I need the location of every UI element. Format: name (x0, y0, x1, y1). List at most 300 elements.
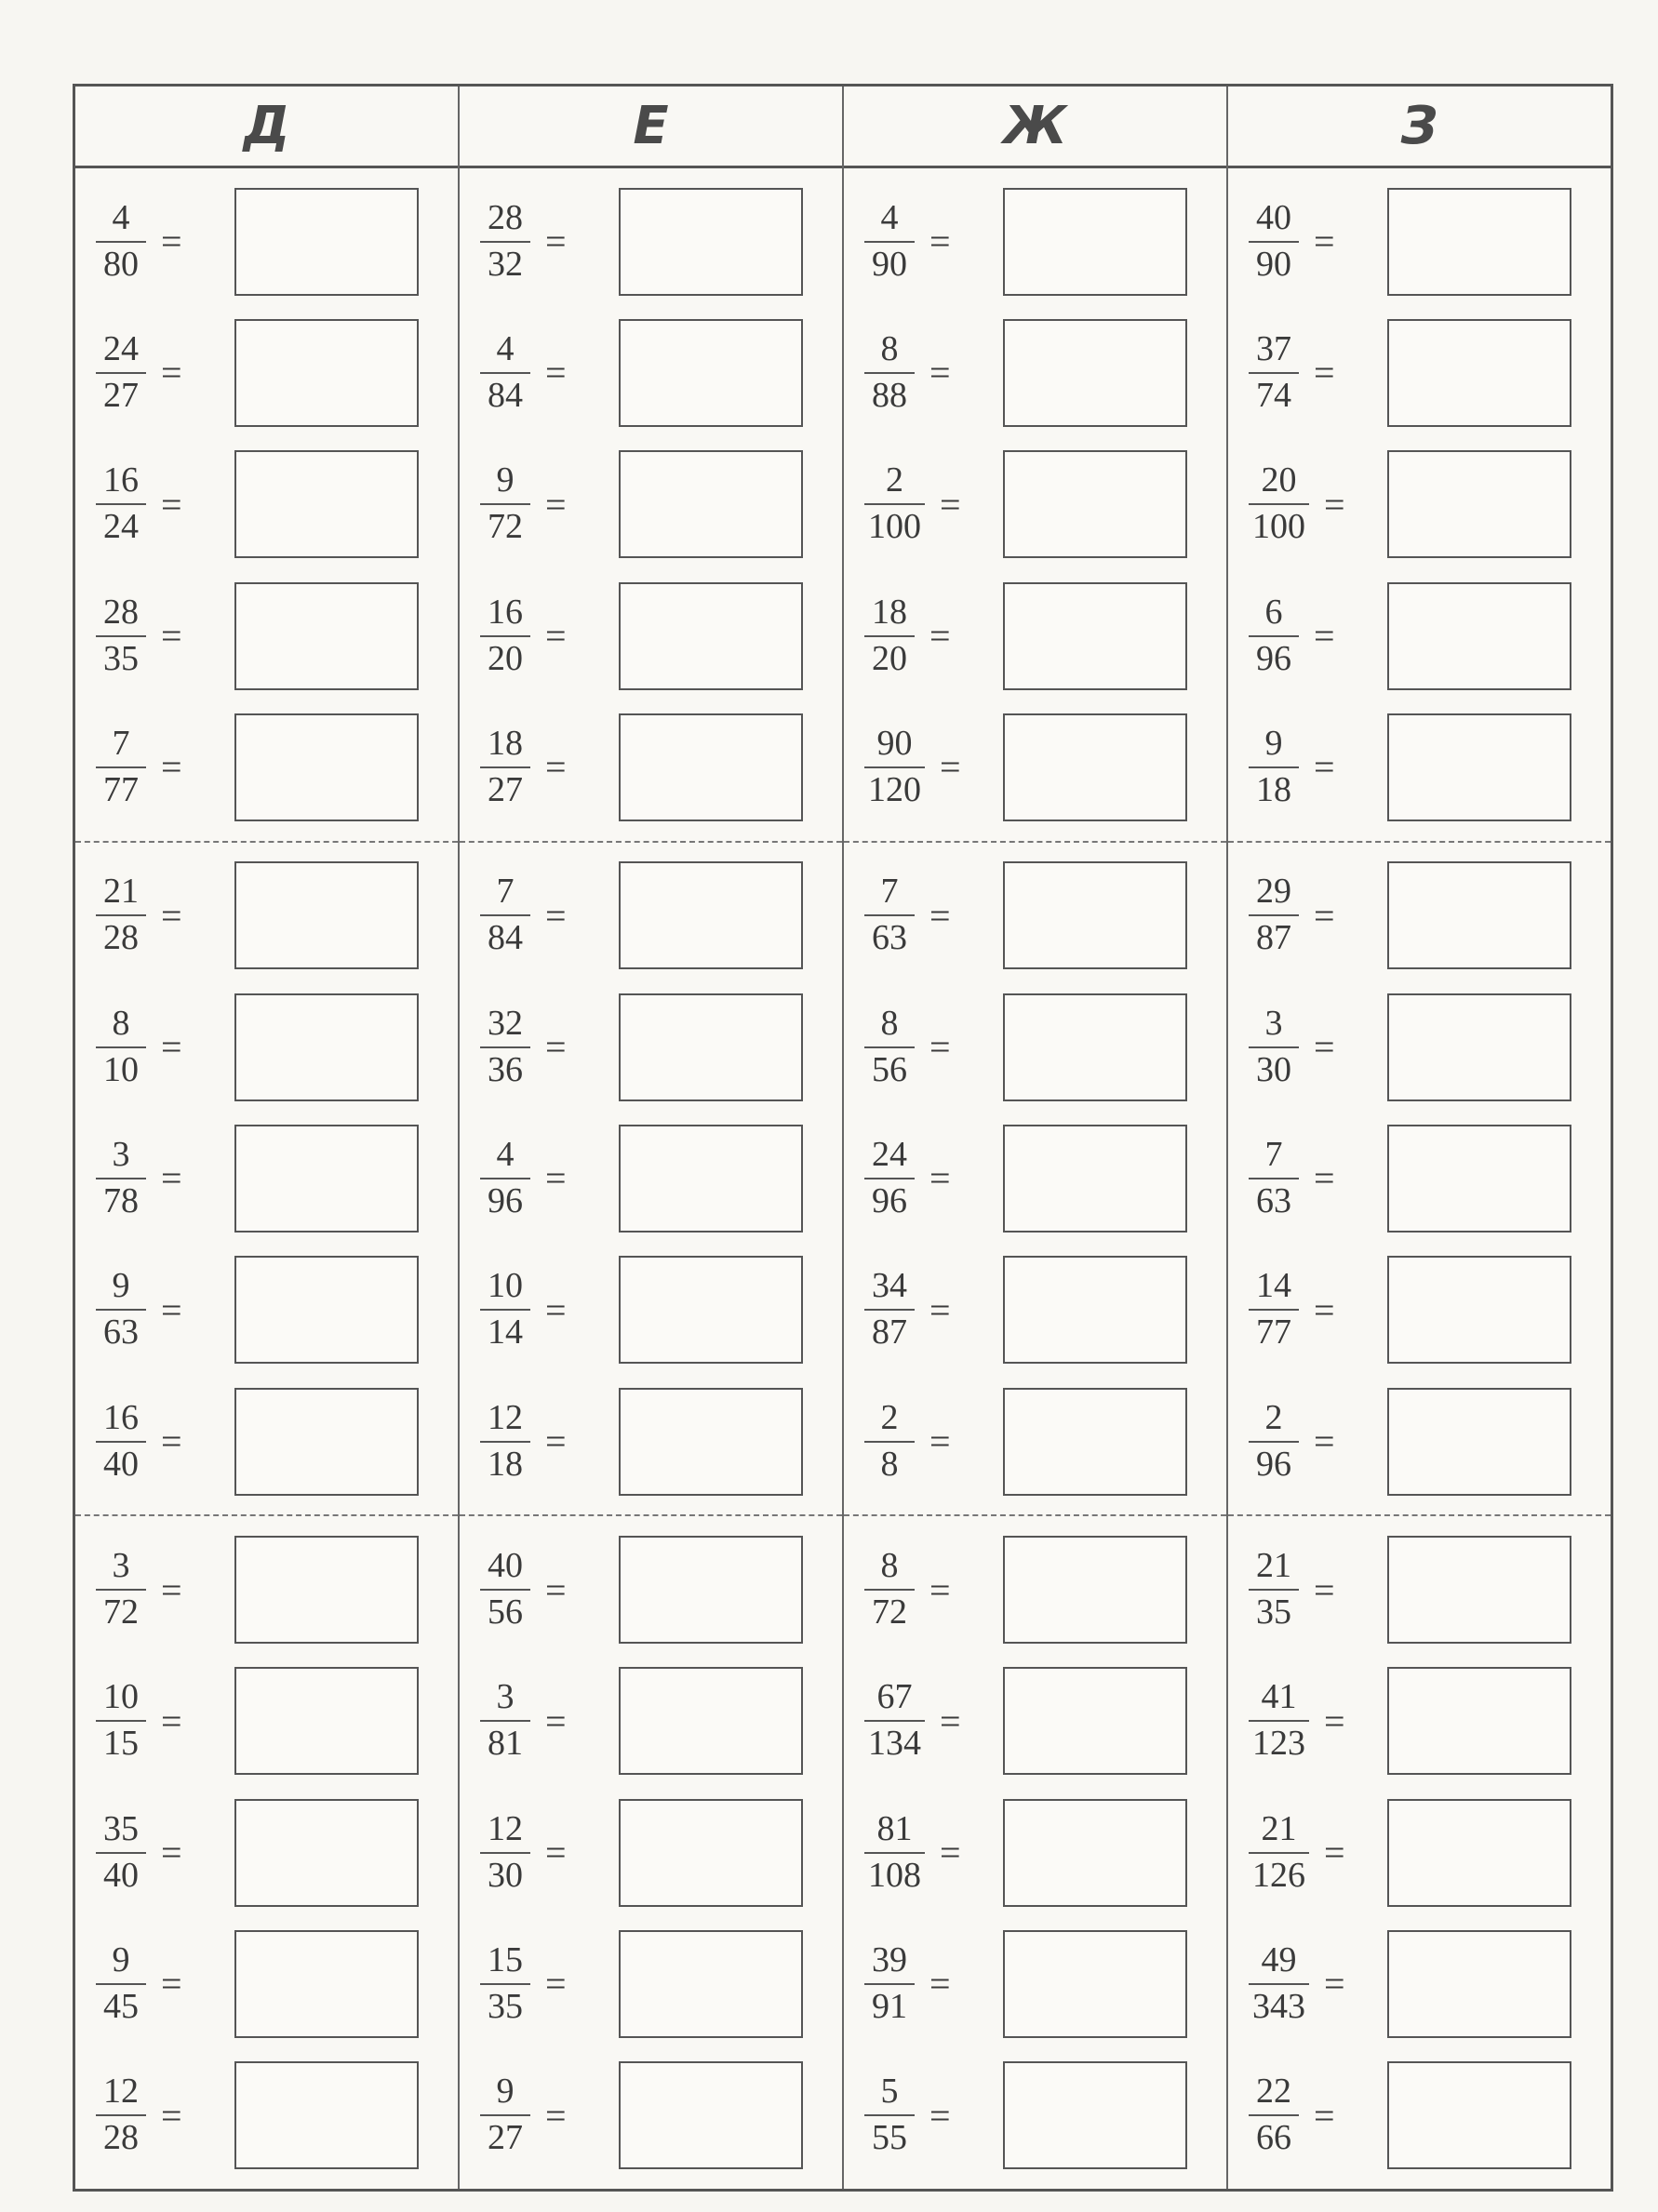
exercise-row (844, 981, 1226, 1113)
answer-box[interactable] (1387, 1256, 1571, 1364)
fraction-numerator: 14 (1256, 1266, 1291, 1306)
answer-box[interactable] (619, 993, 803, 1101)
exercise-group (460, 1514, 842, 2189)
fraction-numerator: 18 (488, 724, 523, 764)
equals-sign: = (545, 352, 567, 394)
worksheet-table (73, 84, 1613, 2192)
fraction (1249, 197, 1299, 284)
equals-sign: = (1314, 746, 1335, 789)
exercise-row (1228, 439, 1611, 570)
equals-sign: = (545, 1026, 567, 1069)
answer-box[interactable] (1387, 188, 1571, 296)
answer-box[interactable] (619, 1125, 803, 1233)
fraction-denominator: 35 (488, 1986, 523, 2026)
exercise-group (75, 1514, 458, 2189)
equals-sign: = (161, 483, 182, 526)
exercise-group (1228, 168, 1611, 841)
fraction (864, 1679, 925, 1763)
exercise-group (460, 841, 842, 1515)
fraction (96, 873, 146, 957)
column-header: Е (460, 87, 842, 168)
fraction (480, 594, 530, 678)
fraction-denominator: 18 (1256, 769, 1291, 809)
fraction-denominator: 30 (1256, 1049, 1291, 1089)
answer-box[interactable] (1387, 450, 1571, 558)
fraction-numerator: 15 (488, 1940, 523, 1980)
column-header: Ж (844, 87, 1226, 168)
fraction-numerator: 9 (1264, 724, 1283, 764)
equals-sign: = (545, 2094, 567, 2137)
fraction-bar (864, 914, 915, 916)
fraction-numerator: 8 (880, 329, 899, 369)
fraction-bar (864, 766, 925, 768)
answer-box[interactable] (619, 1930, 803, 2038)
exercise-group (1228, 1514, 1611, 2189)
exercise-group (75, 168, 458, 841)
exercise-row (75, 307, 458, 438)
equals-sign: = (1324, 1699, 1345, 1742)
fraction (96, 331, 146, 415)
fraction-bar (480, 635, 530, 637)
fraction-bar (864, 1046, 915, 1048)
fraction-denominator: 120 (868, 769, 921, 809)
equals-sign: = (545, 1568, 567, 1611)
fraction-denominator: 72 (103, 1592, 139, 1632)
fraction-numerator: 7 (880, 872, 899, 912)
equals-sign: = (1314, 894, 1335, 937)
fraction-bar (864, 1983, 915, 1985)
column-3 (844, 87, 1228, 2189)
answer-box[interactable] (1003, 582, 1187, 690)
equals-sign: = (929, 1288, 951, 1331)
fraction-numerator: 8 (880, 1546, 899, 1586)
equals-sign: = (545, 1832, 567, 1874)
answer-box[interactable] (1387, 1799, 1571, 1907)
exercise-row (460, 981, 842, 1113)
exercise-row (75, 176, 458, 307)
equals-sign: = (545, 1963, 567, 2005)
answer-box[interactable] (234, 1388, 419, 1496)
answer-box[interactable] (234, 450, 419, 558)
fraction-bar (480, 372, 530, 374)
answer-box[interactable] (1003, 1125, 1187, 1233)
equals-sign: = (545, 1699, 567, 1742)
fraction-denominator: 77 (1256, 1313, 1291, 1353)
fraction-denominator: 24 (103, 507, 139, 547)
exercise-row (1228, 1524, 1611, 1655)
fraction (96, 1942, 146, 2026)
exercise-row (75, 1376, 458, 1507)
fraction (864, 1397, 915, 1484)
fraction (96, 462, 146, 546)
answer-box[interactable] (619, 1667, 803, 1775)
answer-box[interactable] (1003, 450, 1187, 558)
column-2 (460, 87, 844, 2189)
answer-box[interactable] (234, 1125, 419, 1233)
fraction-denominator: 20 (488, 638, 523, 678)
column-body (75, 168, 458, 2189)
fraction-denominator: 126 (1252, 1855, 1305, 1895)
fraction-numerator: 9 (112, 1940, 130, 1980)
fraction (864, 873, 915, 957)
equals-sign: = (929, 220, 951, 263)
fraction (480, 726, 530, 809)
exercise-row (75, 1524, 458, 1655)
answer-box[interactable] (234, 1930, 419, 2038)
fraction (96, 594, 146, 678)
exercise-row (1228, 570, 1611, 701)
fraction-bar (864, 1309, 915, 1311)
fraction-denominator: 81 (488, 1724, 523, 1764)
fraction (1249, 2073, 1299, 2157)
fraction-denominator: 100 (868, 507, 921, 547)
fraction-bar (864, 503, 925, 505)
exercise-row (460, 701, 842, 833)
answer-box[interactable] (1003, 1930, 1187, 2038)
fraction-denominator: 28 (103, 918, 139, 958)
exercise-row (460, 1524, 842, 1655)
fraction-numerator: 67 (876, 1677, 913, 1717)
answer-box[interactable] (234, 1256, 419, 1364)
exercise-row (1228, 981, 1611, 1113)
exercise-row (75, 1113, 458, 1244)
answer-box[interactable] (234, 582, 419, 690)
answer-box[interactable] (619, 450, 803, 558)
fraction-bar (96, 635, 146, 637)
exercise-row (1228, 1656, 1611, 1787)
fraction-bar (480, 1720, 530, 1722)
fraction (864, 1942, 915, 2026)
equals-sign: = (1314, 352, 1335, 394)
exercise-row (844, 176, 1226, 307)
answer-box[interactable] (234, 1536, 419, 1644)
answer-box[interactable] (619, 713, 803, 821)
fraction-numerator: 9 (496, 460, 515, 500)
answer-box[interactable] (234, 861, 419, 969)
fraction-bar (864, 1441, 915, 1443)
exercise-row (75, 850, 458, 981)
answer-box[interactable] (1003, 1667, 1187, 1775)
exercise-row (75, 1656, 458, 1787)
exercise-group (844, 841, 1226, 1515)
exercise-row (460, 570, 842, 701)
answer-box[interactable] (619, 1799, 803, 1907)
equals-sign: = (545, 615, 567, 658)
answer-box[interactable] (619, 861, 803, 969)
fraction (864, 197, 915, 284)
fraction-bar (864, 1589, 915, 1591)
answer-box[interactable] (1387, 582, 1571, 690)
answer-box[interactable] (234, 2061, 419, 2169)
fraction-numerator: 2 (880, 1397, 899, 1437)
fraction-bar (1249, 2114, 1299, 2116)
equals-sign: = (161, 615, 182, 658)
fraction-numerator: 24 (103, 329, 139, 369)
fraction (96, 197, 146, 284)
exercise-row (844, 1656, 1226, 1787)
answer-box[interactable] (1387, 319, 1571, 427)
fraction-numerator: 3 (112, 1546, 130, 1586)
answer-box[interactable] (619, 188, 803, 296)
exercise-row (844, 570, 1226, 701)
fraction-numerator: 24 (872, 1135, 907, 1175)
fraction-denominator: 96 (1256, 1444, 1291, 1484)
answer-box[interactable] (234, 188, 419, 296)
fraction-numerator: 12 (488, 1808, 523, 1848)
fraction-numerator: 90 (876, 724, 913, 764)
answer-box[interactable] (1003, 319, 1187, 427)
fraction-denominator: 96 (488, 1180, 523, 1220)
equals-sign: = (161, 746, 182, 789)
fraction-numerator: 8 (112, 1003, 130, 1043)
fraction-bar (864, 2114, 915, 2116)
equals-sign: = (940, 483, 961, 526)
fraction-denominator: 63 (1256, 1180, 1291, 1220)
fraction (1249, 331, 1299, 415)
fraction (480, 1548, 530, 1632)
fraction-numerator: 7 (112, 724, 130, 764)
fraction-numerator: 10 (103, 1677, 139, 1717)
equals-sign: = (1314, 1568, 1335, 1611)
exercise-group (460, 168, 842, 841)
fraction-denominator: 96 (872, 1180, 907, 1220)
exercise-group (844, 168, 1226, 841)
fraction (96, 1808, 146, 1895)
fraction (96, 1679, 146, 1763)
fraction-denominator: 30 (488, 1855, 523, 1895)
fraction-bar (864, 1852, 925, 1854)
fraction-denominator: 91 (872, 1986, 907, 2026)
fraction-denominator: 96 (1256, 638, 1291, 678)
fraction (1249, 462, 1309, 546)
fraction-numerator: 37 (1256, 329, 1291, 369)
fraction-denominator: 343 (1252, 1986, 1305, 2026)
answer-box[interactable] (619, 2061, 803, 2169)
equals-sign: = (1314, 2094, 1335, 2137)
answer-box[interactable] (1387, 1125, 1571, 1233)
fraction-bar (480, 766, 530, 768)
fraction-denominator: 78 (103, 1180, 139, 1220)
equals-sign: = (545, 894, 567, 937)
fraction-denominator: 108 (868, 1855, 921, 1895)
fraction (1249, 726, 1299, 809)
exercise-row (460, 439, 842, 570)
answer-box[interactable] (1387, 861, 1571, 969)
fraction-denominator: 84 (488, 918, 523, 958)
fraction-bar (96, 766, 146, 768)
fraction-numerator: 4 (880, 197, 899, 237)
exercise-row (844, 1524, 1226, 1655)
exercise-row (460, 307, 842, 438)
fraction-numerator: 8 (880, 1003, 899, 1043)
fraction-bar (96, 1852, 146, 1854)
exercise-row (75, 439, 458, 570)
equals-sign: = (161, 352, 182, 394)
equals-sign: = (929, 2094, 951, 2137)
fraction (864, 1268, 915, 1352)
fraction-bar (864, 635, 915, 637)
exercise-row (1228, 1376, 1611, 1507)
exercise-row (75, 1245, 458, 1376)
fraction-numerator: 41 (1261, 1677, 1297, 1717)
fraction (480, 2073, 530, 2157)
fraction-numerator: 3 (112, 1135, 130, 1175)
answer-box[interactable] (619, 319, 803, 427)
fraction (1249, 1137, 1299, 1220)
answer-box[interactable] (619, 1388, 803, 1496)
answer-box[interactable] (1003, 1799, 1187, 1907)
exercise-row (460, 1376, 842, 1507)
equals-sign: = (1314, 1026, 1335, 1069)
equals-sign: = (545, 1157, 567, 1200)
fraction (480, 873, 530, 957)
column-header: Д (75, 87, 458, 168)
fraction-bar (864, 1178, 915, 1179)
fraction-denominator: 14 (488, 1313, 523, 1353)
exercise-row (844, 1918, 1226, 2049)
fraction-bar (1249, 503, 1309, 505)
fraction-denominator: 87 (872, 1313, 907, 1353)
fraction-denominator: 28 (103, 2118, 139, 2158)
fraction-denominator: 56 (488, 1592, 523, 1632)
fraction (96, 1548, 146, 1632)
answer-box[interactable] (1003, 713, 1187, 821)
answer-box[interactable] (1387, 1930, 1571, 2038)
fraction-denominator: 100 (1252, 507, 1305, 547)
fraction-bar (480, 1983, 530, 1985)
fraction-numerator: 4 (496, 329, 515, 369)
equals-sign: = (1314, 1288, 1335, 1331)
fraction (864, 1137, 915, 1220)
equals-sign: = (1314, 1157, 1335, 1200)
equals-sign: = (1314, 220, 1335, 263)
answer-box[interactable] (234, 1667, 419, 1775)
fraction-denominator: 27 (103, 375, 139, 415)
fraction-bar (96, 1178, 146, 1179)
exercise-row (1228, 176, 1611, 307)
fraction (480, 197, 530, 284)
fraction (864, 1548, 915, 1632)
answer-box[interactable] (619, 1256, 803, 1364)
fraction-denominator: 63 (872, 918, 907, 958)
answer-box[interactable] (234, 1799, 419, 1907)
fraction-numerator: 28 (103, 592, 139, 632)
fraction-denominator: 55 (872, 2118, 907, 2158)
answer-box[interactable] (1387, 993, 1571, 1101)
fraction-numerator: 16 (103, 460, 139, 500)
fraction-denominator: 27 (488, 2118, 523, 2158)
fraction (1249, 1942, 1309, 2026)
fraction-bar (96, 372, 146, 374)
fraction (480, 1137, 530, 1220)
fraction (864, 331, 915, 415)
answer-box[interactable] (1003, 993, 1187, 1101)
fraction (864, 594, 915, 678)
answer-box[interactable] (1003, 1388, 1187, 1496)
fraction-bar (96, 503, 146, 505)
exercise-row (460, 1656, 842, 1787)
fraction-numerator: 12 (103, 2072, 139, 2112)
answer-box[interactable] (1387, 1536, 1571, 1644)
answer-box[interactable] (1003, 2061, 1187, 2169)
equals-sign: = (161, 1699, 182, 1742)
fraction-bar (480, 914, 530, 916)
fraction-bar (1249, 1309, 1299, 1311)
answer-box[interactable] (1003, 861, 1187, 969)
fraction-denominator: 10 (103, 1049, 139, 1089)
equals-sign: = (940, 1832, 961, 1874)
exercise-row (75, 701, 458, 833)
exercise-row (1228, 701, 1611, 833)
exercise-row (844, 1245, 1226, 1376)
fraction-numerator: 81 (876, 1808, 913, 1848)
column-body (460, 168, 842, 2189)
fraction-bar (96, 241, 146, 243)
exercise-row (1228, 1245, 1611, 1376)
fraction-numerator: 4 (112, 197, 130, 237)
fraction (480, 1942, 530, 2026)
fraction-denominator: 72 (488, 507, 523, 547)
equals-sign: = (161, 894, 182, 937)
answer-box[interactable] (619, 582, 803, 690)
fraction-numerator: 21 (1261, 1808, 1297, 1848)
answer-box[interactable] (1003, 1536, 1187, 1644)
exercise-row (75, 981, 458, 1113)
answer-box[interactable] (1387, 713, 1571, 821)
fraction-numerator: 35 (103, 1808, 139, 1848)
fraction-bar (1249, 1178, 1299, 1179)
equals-sign: = (929, 894, 951, 937)
equals-sign: = (940, 746, 961, 789)
fraction (1249, 1808, 1309, 1895)
answer-box[interactable] (234, 993, 419, 1101)
fraction-bar (480, 241, 530, 243)
answer-box[interactable] (1387, 1388, 1571, 1496)
answer-box[interactable] (1387, 2061, 1571, 2169)
fraction-bar (480, 1046, 530, 1048)
answer-box[interactable] (619, 1536, 803, 1644)
answer-box[interactable] (1387, 1667, 1571, 1775)
exercise-row (1228, 1787, 1611, 1918)
fraction-bar (96, 1720, 146, 1722)
fraction-numerator: 16 (488, 592, 523, 632)
column-body (1228, 168, 1611, 2189)
answer-box[interactable] (234, 713, 419, 821)
fraction-numerator: 9 (496, 2072, 515, 2112)
fraction-numerator: 3 (1264, 1003, 1283, 1043)
exercise-row (460, 1113, 842, 1244)
fraction-denominator: 8 (880, 1444, 899, 1484)
equals-sign: = (545, 746, 567, 789)
exercise-row (844, 439, 1226, 570)
fraction (480, 1808, 530, 1895)
fraction-bar (1249, 1046, 1299, 1048)
fraction-bar (480, 1178, 530, 1179)
answer-box[interactable] (1003, 188, 1187, 296)
fraction (864, 1808, 925, 1895)
exercise-row (1228, 850, 1611, 981)
fraction (864, 726, 925, 809)
fraction (480, 462, 530, 546)
answer-box[interactable] (234, 319, 419, 427)
fraction-numerator: 4 (496, 1135, 515, 1175)
fraction-denominator: 84 (488, 375, 523, 415)
fraction-denominator: 72 (872, 1592, 907, 1632)
fraction-numerator: 21 (103, 872, 139, 912)
answer-box[interactable] (1003, 1256, 1187, 1364)
equals-sign: = (161, 1832, 182, 1874)
fraction-denominator: 90 (1256, 244, 1291, 284)
